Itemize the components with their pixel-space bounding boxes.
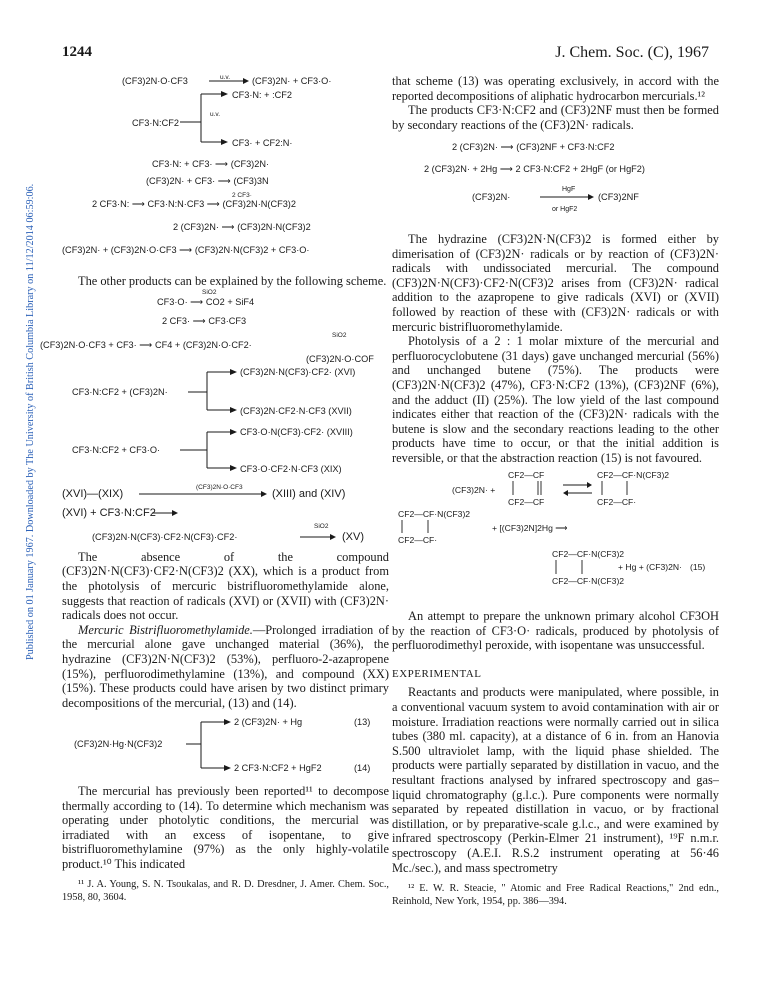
paragraph-alcohol-attempt: An attempt to prepare the unknown primary alcohol CF3OH by the reaction of CF3·O· radicals, produced by photolysis of perfluorodimethyl peroxide, with isopentane was unsuccessful. xyxy=(392,609,719,653)
ring-radical: (CF3)2N· + xyxy=(452,485,496,496)
scheme2-r2-bottom: (CF3)2N·N(CF3)·CF2·N(CF3)·CF2· xyxy=(92,532,238,543)
ring-eq-number: (15) xyxy=(690,562,706,573)
scheme1-l7: (CF3)2N· + (CF3)2N·O·CF3 ⟶ (CF3)2N·N(CF3)2 + CF3·O· xyxy=(62,245,310,255)
ring-plus-hg: + [(CF3)2N]2Hg ⟶ xyxy=(492,523,568,534)
scheme1-l1-over: u.v. xyxy=(220,74,230,81)
scheme2-b2-left: CF3·N:CF2 + CF3·O· xyxy=(72,445,161,456)
scheme2-r1-right: (XIII) and (XIV) xyxy=(272,488,346,501)
page-number: 1244 xyxy=(62,44,92,60)
ring-c1: CF2—CF·N(CF3)2 xyxy=(398,509,471,520)
ring-b2: CF2—CF· xyxy=(597,497,637,508)
scheme3-top: 2 (CF3)2N· + Hg xyxy=(234,717,303,728)
paragraph-photolysis: Photolysis of a 2 : 1 molar mixture of the mercurial and perfluorocyclobutene (31 days) gave unchanged mercurial (56%) and unchanged butene (75%). The products were (CF3)2N·N(CF3)2 (47%), CF3·N:CF2 (13%), (CF3)2NF (6%), and the adduct (II) (25%). The low yield of the last compound indicates either that reaction of the (CF3)2N· radicals with the butene is slow and the secondary reactions leading to the other products have time to occur, or that the initial addition is reversible, or that the abstraction reaction (15) is not favoured. xyxy=(392,334,719,465)
scheme2-r2-over: SiO2 xyxy=(314,523,329,531)
ring-a2: CF2—CF xyxy=(508,497,545,508)
scheme1-l5: 2 CF3·N: ⟶ CF3·N:N·CF3 ⟶ (CF3)2N·N(CF3)2 xyxy=(92,199,296,209)
scheme3-bottom: 2 CF3·N:CF2 + HgF2 xyxy=(234,763,322,774)
section-experimental: EXPERIMENTAL xyxy=(392,667,482,680)
journal-header: J. Chem. Soc. (C), 1967 xyxy=(555,44,709,61)
mercuric-title: Mercuric Bistrifluoromethylamide. xyxy=(78,622,253,637)
footnote-12: ¹² E. W. R. Steacie, " Atomic and Free Radical Reactions," 2nd edn., Reinhold, New York, 1954, pp. 386—394. xyxy=(392,883,719,907)
paragraph-experimental: Reactants and products were manipulated, where possible, in a conventional vacuum system to avoid contamination with air or moisture. Irradiation reactions were normally carried out in silica tubes (380 ml. capacity), at a distance of 6 in. from an Hanovia S.500 ultraviolet lamp, with the liquid phase shielded. The products were partially separated by distillation in vacuo, and the resultant fractions analysed by infrared spectroscopy and gas–liquid chromatography (g.l.c.). Pure components were normally separated by repeated distillation in vacuo, or by fractional distillation, or by preparative-scale g.l.c., and were examined by infrared spectroscopy (Perkin-Elmer 21 instrument), ¹⁹F n.m.r. spectroscopy (A.E.I. R.S.2 instrument operating at 56·46 Mc./sec.), and mass spectrometry xyxy=(392,685,719,875)
scheme3-bottom-num: (14) xyxy=(354,763,371,774)
paragraph-absence: The absence of the compound (CF3)2N·N(CF3)·CF2·N(CF3)2 (XX), which is a product from the photolysis of mercuric bistrifluoromethylamide alone, suggests that reaction of radicals (XVI) or (XVII) with (CF3)2N· radicals does not occur. xyxy=(62,549,389,623)
paragraph-mercuric xyxy=(62,623,389,711)
scheme2-r2-left: (XVI) + CF3·N:CF2 xyxy=(62,507,156,520)
ring-d-right: + Hg + (CF3)2N· xyxy=(618,562,682,573)
scheme1-l2-left: CF3·N:CF2 xyxy=(132,118,179,128)
equation-3-over: HgF xyxy=(562,186,576,194)
download-note-text: Published on 01 January 1967. Downloaded by The University of British Columbia Library on 11/12/2014 06:59:06. xyxy=(25,183,36,660)
footnote-11: ¹¹ J. A. Young, S. N. Tsoukalas, and R. D. Dresdner, J. Amer. Chem. Soc., 1958, 80, 3604. xyxy=(62,879,389,903)
scheme1-l6: 2 (CF3)2N· ⟶ (CF3)2N·N(CF3)2 xyxy=(173,222,311,232)
ring-d1: CF2—CF·N(CF3)2 xyxy=(552,549,625,560)
scheme1-l2-top: CF3·N: + :CF2 xyxy=(232,90,292,100)
scheme2-s3b: (CF3)2N·O·COF xyxy=(306,354,374,365)
equation-1: 2 (CF3)2N· ⟶ (CF3)2NF + CF3·N:CF2 xyxy=(452,142,615,153)
scheme2-s3-over: SiO2 xyxy=(332,332,347,340)
mercuric-body: —Prolonged irradiation of the mercurial alone gave unchanged material (36%), the hydrazine (CF3)2N·N(CF3)2 (53%), perfluoro-2-azapropene (15%), perfluorodimethylamine (13%), and compound (XX) (15%). These products could have arisen by two distinct primary decompositions of the mercurial, (13) and (14). xyxy=(62,622,389,710)
equation-3-left: (CF3)2N· xyxy=(472,192,511,203)
download-note xyxy=(12,100,36,660)
scheme1-l4: (CF3)2N· + CF3· ⟶ (CF3)3N xyxy=(146,176,269,186)
paragraph-mercurial-reported: The mercurial has previously been reported¹¹ to decompose thermally according to (14). To determine which mechanism was operating under photolytic conditions, the mercurial was irradiated with an excess of isopentane, to give bistrifluoromethylamine (97%) as the only highly-volatile product.¹⁰ This indicated xyxy=(62,783,389,871)
scheme2-s2: 2 CF3· ⟶ CF3·CF3 xyxy=(162,316,247,327)
scheme1-l3: CF3·N: + CF3· ⟶ (CF3)2N· xyxy=(152,159,270,169)
scheme2-r1-over: (CF3)2N·O·CF3 xyxy=(196,484,243,492)
paragraph-hydrazine: The hydrazine (CF3)2N·N(CF3)2 is formed either by dimerisation of (CF3)2N· radicals or by reaction of (CF3)2N· radicals with undissociated mercurial. The compound (CF3)2N·N(CF3)·CF2·N(CF3)2 arises from (CF3)2N· radical addition to the azapropene to give radicals (XVI) or (XVII) followed by reaction of these with (CF3)2N· radicals or with mercuric bistrifluoromethylamide. xyxy=(392,231,719,334)
paragraph-scheme13: that scheme (13) was operating exclusively, in accord with the reported decompositions of aliphatic hydrocarbon mercurials.¹² xyxy=(392,74,719,103)
scheme1-l2-bottom: CF3· + CF2:N· xyxy=(232,138,293,148)
equation-2: 2 (CF3)2N· + 2Hg ⟶ 2 CF3·N:CF2 + 2HgF (or HgF2) xyxy=(424,164,645,175)
scheme1-l2-over: u.v. xyxy=(210,111,220,118)
scheme2-s1: CF3·O· ⟶ CO2 + SiF4 xyxy=(157,297,255,308)
ring-reaction-scheme xyxy=(392,465,719,587)
scheme2-b1-top: (CF3)2N·N(CF3)·CF2· (XVI) xyxy=(240,367,356,378)
scheme3-top-num: (13) xyxy=(354,717,371,728)
scheme1-l1-right: (CF3)2N· + CF3·O· xyxy=(252,76,332,86)
scheme2-b1-bottom: (CF3)2N·CF2·N·CF3 (XVII) xyxy=(240,406,352,417)
ring-d2: CF2—CF·N(CF3)2 xyxy=(552,576,625,587)
scheme2-b1-left: CF3·N:CF2 + (CF3)2N· xyxy=(72,387,168,398)
equation-3-under: or HgF2 xyxy=(552,206,578,214)
paragraph-products-secondary: The products CF3·N:CF2 and (CF3)2NF must then be formed by secondary reactions of the (CF3)2N· radicals. xyxy=(392,103,719,132)
paragraph-other-products: The other products can be explained by the following scheme. xyxy=(78,273,387,288)
scheme1-l1-left: (CF3)2N·O·CF3 xyxy=(122,76,188,86)
scheme2-r1-left: (XVI)—(XIX) xyxy=(62,488,124,501)
ring-b1: CF2—CF·N(CF3)2 xyxy=(597,470,670,481)
right-column xyxy=(392,74,719,908)
scheme2-s3: (CF3)2N·O·CF3 + CF3· ⟶ CF4 + (CF3)2N·O·CF2· xyxy=(40,340,252,351)
scheme2-s1-over: SiO2 xyxy=(202,289,217,297)
scheme3-left: (CF3)2N·Hg·N(CF3)2 xyxy=(74,739,163,750)
scheme2-b2-top: CF3·O·N(CF3)·CF2· (XVIII) xyxy=(240,427,353,438)
reaction-scheme-2 xyxy=(40,288,389,546)
ring-a1: CF2—CF xyxy=(508,470,545,481)
left-column xyxy=(40,74,389,904)
ring-c2: CF2—CF· xyxy=(398,535,438,546)
equations-block xyxy=(392,132,719,228)
reaction-scheme-3 xyxy=(62,710,389,780)
scheme2-r2-right: (XV) xyxy=(342,531,364,544)
scheme2-b2-bottom: CF3·O·CF2·N·CF3 (XIX) xyxy=(240,464,342,475)
equation-3-right: (CF3)2NF xyxy=(598,192,639,203)
reaction-scheme-1 xyxy=(62,74,389,270)
scheme1-l5-over: 2 CF3· xyxy=(232,192,252,199)
